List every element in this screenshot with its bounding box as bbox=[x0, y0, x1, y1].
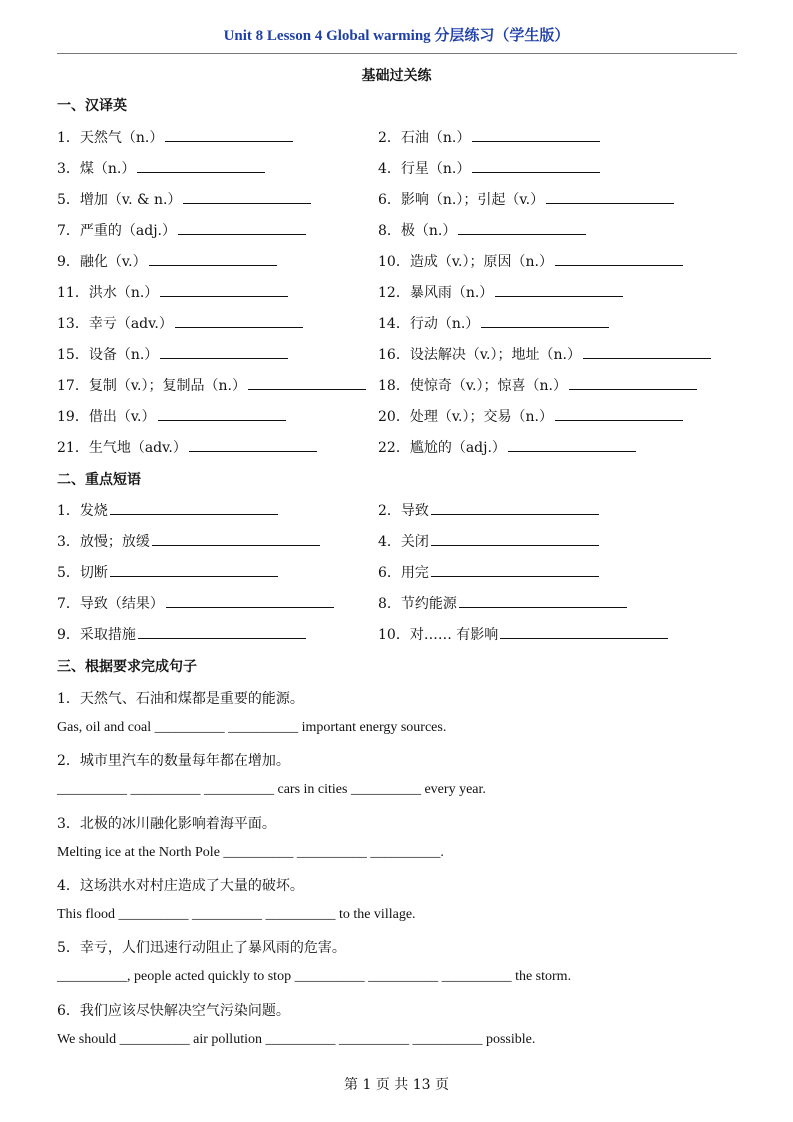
question-chinese: 5．幸亏，人们迅速行动阻止了暴风雨的危害。 bbox=[57, 940, 346, 956]
phrase-item-label: 4．关闭 bbox=[378, 534, 429, 550]
answer-blank[interactable] bbox=[152, 531, 320, 546]
page-number-footer: 第 1 页 共 13 页 bbox=[344, 1077, 449, 1093]
vocab-item bbox=[57, 158, 265, 178]
section-title: 基础过关练 bbox=[361, 68, 432, 84]
part2-heading: 二、重点短语 bbox=[57, 472, 141, 488]
phrase-item bbox=[378, 624, 668, 644]
question-english[interactable]: We should __________ air pollution __________ __________ __________ possible. bbox=[57, 1032, 536, 1047]
vocab-item bbox=[378, 251, 683, 271]
answer-blank[interactable] bbox=[166, 593, 334, 608]
vocab-item-label: 9．融化（v.） bbox=[57, 254, 147, 270]
answer-blank[interactable] bbox=[555, 251, 683, 266]
question-chinese: 2．城市里汽车的数量每年都在增加。 bbox=[57, 753, 290, 769]
answer-blank[interactable] bbox=[110, 500, 278, 515]
vocab-item bbox=[57, 437, 317, 457]
vocab-item bbox=[378, 158, 600, 178]
question-chinese: 4．这场洪水对村庄造成了大量的破坏。 bbox=[57, 878, 304, 894]
vocab-item-label: 1．天然气（n.） bbox=[57, 130, 164, 146]
phrase-item bbox=[378, 562, 599, 582]
vocab-item-label: 4．行星（n.） bbox=[378, 161, 471, 177]
vocab-item bbox=[378, 282, 623, 302]
answer-blank[interactable] bbox=[569, 375, 697, 390]
vocab-item-label: 14．行动（n.） bbox=[378, 316, 480, 332]
answer-blank[interactable] bbox=[583, 344, 711, 359]
vocab-item bbox=[57, 313, 303, 333]
answer-blank[interactable] bbox=[459, 593, 627, 608]
vocab-item-label: 13．幸亏（adv.） bbox=[57, 316, 173, 332]
vocab-item-label: 7．严重的（adj.） bbox=[57, 223, 177, 239]
vocab-item-label: 22．尴尬的（adj.） bbox=[378, 440, 506, 456]
vocab-item bbox=[378, 220, 586, 240]
phrase-item bbox=[57, 593, 334, 613]
part1-heading: 一、汉译英 bbox=[57, 98, 127, 114]
vocab-item-label: 12．暴风雨（n.） bbox=[378, 285, 494, 301]
vocab-item bbox=[378, 127, 600, 147]
question-chinese: 1．天然气、石油和煤都是重要的能源。 bbox=[57, 691, 304, 707]
vocab-item-label: 10．造成（v.）；原因（n.） bbox=[378, 254, 553, 270]
vocab-item-label: 17．复制（v.）；复制品（n.） bbox=[57, 378, 246, 394]
phrase-item bbox=[57, 562, 278, 582]
answer-blank[interactable] bbox=[431, 500, 599, 515]
phrase-item-label: 5．切断 bbox=[57, 565, 108, 581]
vocab-item bbox=[378, 406, 683, 426]
vocab-item bbox=[378, 313, 609, 333]
vocab-item bbox=[57, 251, 277, 271]
question-english[interactable]: Melting ice at the North Pole __________ __________ __________. bbox=[57, 845, 444, 860]
answer-blank[interactable] bbox=[149, 251, 277, 266]
answer-blank[interactable] bbox=[183, 189, 311, 204]
question-english[interactable]: __________, people acted quickly to stop __________ __________ __________ the storm. bbox=[57, 969, 572, 984]
phrase-item bbox=[57, 531, 320, 551]
vocab-item-label: 5．增加（v. & n.） bbox=[57, 192, 182, 208]
answer-blank[interactable] bbox=[158, 406, 286, 421]
answer-blank[interactable] bbox=[431, 562, 599, 577]
vocab-item bbox=[378, 189, 674, 209]
answer-blank[interactable] bbox=[431, 531, 599, 546]
phrase-item-label: 9．采取措施 bbox=[57, 627, 136, 643]
vocab-item bbox=[378, 344, 711, 364]
vocab-item-label: 16．设法解决（v.）；地址（n.） bbox=[378, 347, 581, 363]
phrase-item-label: 1．发烧 bbox=[57, 503, 108, 519]
vocab-item bbox=[57, 220, 306, 240]
answer-blank[interactable] bbox=[508, 437, 636, 452]
phrase-item bbox=[378, 593, 627, 613]
answer-blank[interactable] bbox=[189, 437, 317, 452]
phrase-item-label: 2．导致 bbox=[378, 503, 429, 519]
answer-blank[interactable] bbox=[165, 127, 293, 142]
question-english[interactable]: Gas, oil and coal __________ __________ important energy sources. bbox=[57, 720, 447, 735]
header-divider bbox=[57, 53, 737, 54]
vocab-item-label: 21．生气地（adv.） bbox=[57, 440, 187, 456]
answer-blank[interactable] bbox=[138, 624, 306, 639]
answer-blank[interactable] bbox=[546, 189, 674, 204]
vocab-item-label: 6．影响（n.）；引起（v.） bbox=[378, 192, 545, 208]
question-english[interactable]: This flood __________ __________ __________ to the village. bbox=[57, 907, 416, 922]
phrase-item bbox=[378, 531, 599, 551]
phrase-item-label: 3．放慢；放缓 bbox=[57, 534, 150, 550]
vocab-item-label: 3．煤（n.） bbox=[57, 161, 136, 177]
vocab-item-label: 19．借出（v.） bbox=[57, 409, 156, 425]
vocab-item bbox=[57, 406, 286, 426]
vocab-item bbox=[378, 437, 636, 457]
answer-blank[interactable] bbox=[472, 127, 600, 142]
question-english[interactable]: __________ __________ __________ cars in cities __________ every year. bbox=[57, 782, 486, 797]
answer-blank[interactable] bbox=[472, 158, 600, 173]
answer-blank[interactable] bbox=[160, 344, 288, 359]
vocab-item-label: 8．极（n.） bbox=[378, 223, 457, 239]
vocab-item-label: 20．处理（v.）；交易（n.） bbox=[378, 409, 553, 425]
vocab-item-label: 2．石油（n.） bbox=[378, 130, 471, 146]
answer-blank[interactable] bbox=[495, 282, 623, 297]
answer-blank[interactable] bbox=[248, 375, 366, 390]
vocab-item bbox=[57, 127, 293, 147]
question-chinese: 3．北极的冰川融化影响着海平面。 bbox=[57, 816, 276, 832]
answer-blank[interactable] bbox=[481, 313, 609, 328]
vocab-item bbox=[378, 375, 697, 395]
phrase-item-label: 6．用完 bbox=[378, 565, 429, 581]
answer-blank[interactable] bbox=[500, 624, 668, 639]
phrase-item-label: 8．节约能源 bbox=[378, 596, 457, 612]
answer-blank[interactable] bbox=[175, 313, 303, 328]
phrase-item bbox=[378, 500, 599, 520]
vocab-item-label: 11．洪水（n.） bbox=[57, 285, 159, 301]
answer-blank[interactable] bbox=[458, 220, 586, 235]
part3-heading: 三、根据要求完成句子 bbox=[57, 659, 197, 675]
answer-blank[interactable] bbox=[137, 158, 265, 173]
answer-blank[interactable] bbox=[110, 562, 278, 577]
vocab-item bbox=[57, 282, 288, 302]
answer-blank[interactable] bbox=[178, 220, 306, 235]
phrase-item bbox=[57, 500, 278, 520]
answer-blank[interactable] bbox=[160, 282, 288, 297]
vocab-item bbox=[57, 344, 288, 364]
document-header-title: Unit 8 Lesson 4 Global warming 分层练习（学生版） bbox=[223, 28, 570, 44]
vocab-item-label: 15．设备（n.） bbox=[57, 347, 159, 363]
vocab-item-label: 18．使惊奇（v.）；惊喜（n.） bbox=[378, 378, 567, 394]
question-chinese: 6．我们应该尽快解决空气污染问题。 bbox=[57, 1003, 290, 1019]
phrase-item-label: 7．导致（结果） bbox=[57, 596, 164, 612]
phrase-item-label: 10．对…… 有影响 bbox=[378, 627, 499, 643]
vocab-item bbox=[57, 375, 366, 395]
vocab-item bbox=[57, 189, 311, 209]
answer-blank[interactable] bbox=[555, 406, 683, 421]
phrase-item bbox=[57, 624, 306, 644]
